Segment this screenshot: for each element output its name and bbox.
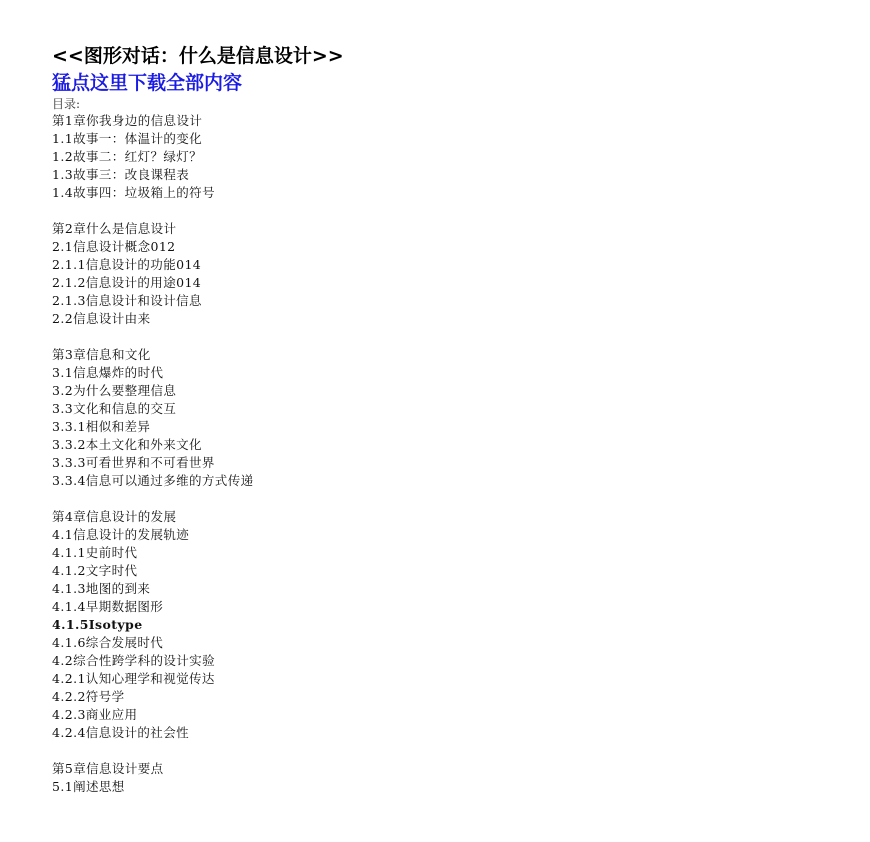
- toc-item: 第2章什么是信息设计: [52, 221, 177, 236]
- document-page: [52, 42, 832, 796]
- table-of-contents: [52, 112, 832, 796]
- toc-item: 3.3.3可看世界和不可看世界: [52, 455, 215, 470]
- toc-item: 2.1.1信息设计的功能014: [52, 257, 202, 272]
- toc-item: 5.1阐述思想: [52, 779, 125, 794]
- toc-item: 4.2.3商业应用: [52, 707, 138, 722]
- toc-item: 4.1.6综合发展时代: [52, 635, 164, 650]
- toc-item: 4.1.2文字时代: [52, 563, 138, 578]
- toc-item: 4.1.1史前时代: [52, 545, 138, 560]
- toc-spacer: [52, 490, 832, 508]
- toc-spacer: [52, 328, 832, 346]
- toc-item: 3.2为什么要整理信息: [52, 383, 177, 398]
- toc-spacer: [52, 202, 832, 220]
- toc-item: 3.3.1相似和差异: [52, 419, 151, 434]
- toc-item: 4.1.3地图的到来: [52, 581, 151, 596]
- toc-item: 第5章信息设计要点: [52, 761, 164, 776]
- toc-item: 3.3.4信息可以通过多维的方式传递: [52, 473, 254, 488]
- toc-item: 1.2故事二：红灯？绿灯？: [52, 149, 203, 164]
- toc-item: 3.1信息爆炸的时代: [52, 365, 164, 380]
- toc-spacer: [52, 742, 832, 760]
- toc-item: 4.2.4信息设计的社会性: [52, 725, 190, 740]
- toc-item: 第3章信息和文化: [52, 347, 151, 362]
- toc-item: 2.1.2信息设计的用途014: [52, 275, 202, 290]
- toc-item: 4.2综合性跨学科的设计实验: [52, 653, 215, 668]
- document-title: <<图形对话：什么是信息设计>>: [52, 45, 344, 67]
- toc-item: 4.1信息设计的发展轨迹: [52, 527, 190, 542]
- toc-item: 3.3.2本土文化和外来文化: [52, 437, 202, 452]
- toc-item: 1.1故事一：体温计的变化: [52, 131, 203, 146]
- toc-item: 4.2.2符号学: [52, 689, 125, 704]
- toc-item: 4.1.5Isotype: [52, 617, 143, 632]
- toc-item: 1.4故事四：垃圾箱上的符号: [52, 185, 215, 200]
- toc-item: 3.3文化和信息的交互: [52, 401, 177, 416]
- toc-item: 4.2.1认知心理学和视觉传达: [52, 671, 215, 686]
- toc-item: 第4章信息设计的发展: [52, 509, 177, 524]
- toc-item: 4.1.4早期数据图形: [52, 599, 164, 614]
- toc-item: 2.2信息设计由来: [52, 311, 151, 326]
- toc-item: 2.1信息设计概念012: [52, 239, 176, 254]
- toc-item: 2.1.3信息设计和设计信息: [52, 293, 202, 308]
- toc-item: 1.3故事三：改良课程表: [52, 167, 190, 182]
- toc-label: 目录:: [52, 97, 81, 111]
- toc-item: 第1章你我身边的信息设计: [52, 113, 203, 128]
- download-all-link[interactable]: 猛点这里下载全部内容: [52, 72, 243, 94]
